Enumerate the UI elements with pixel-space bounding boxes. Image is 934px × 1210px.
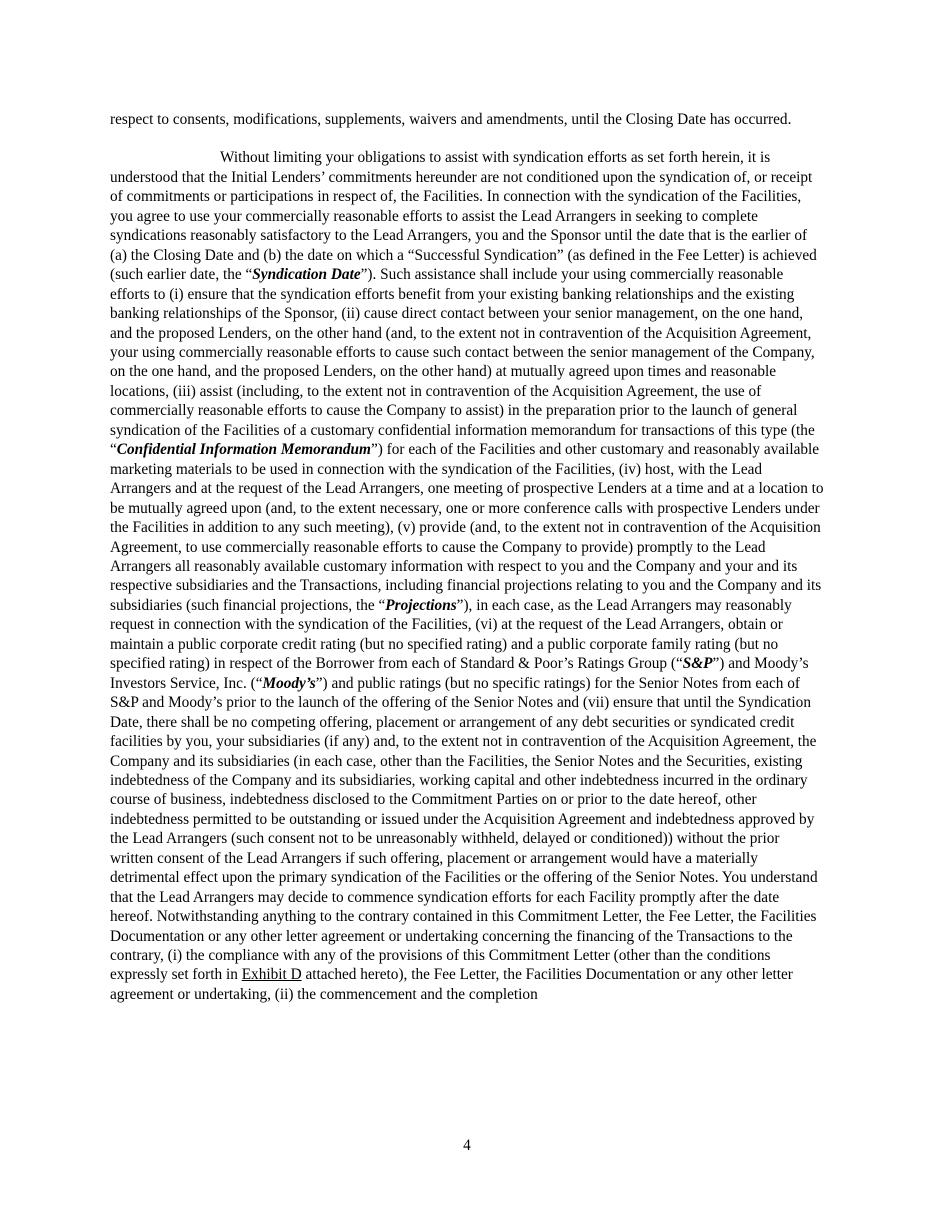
text-run: ”), in each case, as the Lead Arrangers may reasonably request in connection with the syndication of the Facilities, (vi) at the request of the Lead Arrangers, obtain or maintain a public corporate credit rating (but no specified rating) and a public corporate family rating (but no specified rating) in respect of the Borrower from each of Standard & Poor’s Ratings Group (“ (110, 596, 792, 673)
defined-term-confidential-information-memorandum: Confidential Information Memorandum (116, 441, 371, 459)
exhibit-reference: Exhibit D (241, 966, 302, 984)
defined-term-syndication-date: Syndication Date (252, 266, 361, 284)
text-run: Without limiting your obligations to assist with syndication efforts as set forth herein, it is understood that the Initial Lenders’ commitments hereunder are not conditioned upon the syndication of, or receipt of commitments or participations in respect of, the Facilities. In connection with the syndication of the Facilities, you agree to use your commercially reasonable efforts to assist the Lead Arrangers in seeking to complete syndications reasonably satisfactory to the Lead Arrangers, you and the Sponsor until the date that is the earlier of (a) the Closing Date and (b) the date on which a “Successful Syndication” (as defined in the Fee Letter) is achieved (such earlier date, the “ (110, 149, 817, 284)
text-run: ”). Such assistance shall include your using commercially reasonable efforts to (i) ensure that the syndication efforts benefit from your existing banking relationships and the existing banking relationships of the Sponsor, (ii) cause direct contact between your senior management, on the one hand, and the proposed Lenders, on the other hand (and, to the extent not in contravention of the Acquisition Agreement, your using commercially reasonable efforts to cause such contact between the senior management of the Company, on the one hand, and the proposed Lenders, on the other hand) at mutually agreed upon times and reasonable locations, (iii) assist (including, to the extent not in contravention of the Acquisition Agreement, the use of commercially reasonable efforts to cause the Company to assist) in the preparation prior to the launch of general syndication of the Facilities of a customary confidential information memorandum for transactions of this type (the “ (110, 266, 815, 459)
text-run: ”) for each of the Facilities and other customary and reasonably available marketing materials to be used in connection with the syndication of the Facilities, (iv) host, with the Lead Arrangers and at the request of the Lead Arrangers, one meeting of prospective Lenders at a time and at a location to be mutually agreed upon (and, to the extent necessary, one or more conference calls with prospective Lenders under the Facilities in addition to any such meeting), (v) provide (and, to the extent not in contravention of the Acquisition Agreement, to use commercially reasonable efforts to cause the Company to provide) promptly to the Lead Arrangers all reasonably available customary information with respect to you and the Company and your and its respective subsidiaries and the Transactions, including financial projections relating to you and the Company and its subsidiaries (such financial projections, the “ (110, 441, 824, 614)
defined-term-moodys: Moody’s (262, 674, 316, 692)
text-run: ”) and Moody’s Investors Service, Inc. (“ (110, 655, 809, 692)
defined-term-projections: Projections (385, 596, 457, 614)
defined-term-sp: S&P (682, 655, 713, 673)
paragraph-continuation: respect to consents, modifications, supplements, waivers and amendments, until the Closing Date has occurred. (110, 111, 792, 128)
text-run: attached hereto), the Fee Letter, the Facilities Documentation or any other letter agreement or undertaking, (ii) the commencement and the completion (110, 966, 793, 1003)
text-run: ”) and public ratings (but no specific ratings) for the Senior Notes from each of S&P and Moody’s prior to the launch of the offering of the Senior Notes and (vii) ensure that until the Syndication Date, there shall be no competing offering, placement or arrangement of any debt securities or syndicated credit facilities by you, your subsidiaries (if any) and, to the extent not in contravention of the Acquisition Agreement, the Company and its subsidiaries (in each case, other than the Facilities, the Senior Notes and the Securities, existing indebtedness of the Company and its subsidiaries, working capital and other indebtedness incurred in the ordinary course of business, indebtedness disclosed to the Commitment Parties on or prior to the date hereof, other indebtedness permitted to be outstanding or issued under the Acquisition Agreement and indebtedness approved by the Lead Arrangers (such consent not to be unreasonably withheld, delayed or conditioned)) without the prior written consent of the Lead Arrangers if such offering, placement or arrangement would have a materially detrimental effect upon the primary syndication of the Facilities or the offering of the Senior Notes. You understand that the Lead Arrangers may decide to commence syndication efforts for each Facility promptly after the date hereof. Notwithstanding anything to the contrary contained in this Commitment Letter, the Fee Letter, the Facilities Documentation or any other letter agreement or undertaking concerning the financing of the Transactions to the contrary, (i) the compliance with any of the provisions of this Commitment Letter (other than the conditions expressly set forth in (110, 674, 818, 984)
page-number: 4 (463, 1137, 471, 1154)
paragraph-syndication (110, 148, 824, 1004)
body-text (110, 110, 824, 1004)
